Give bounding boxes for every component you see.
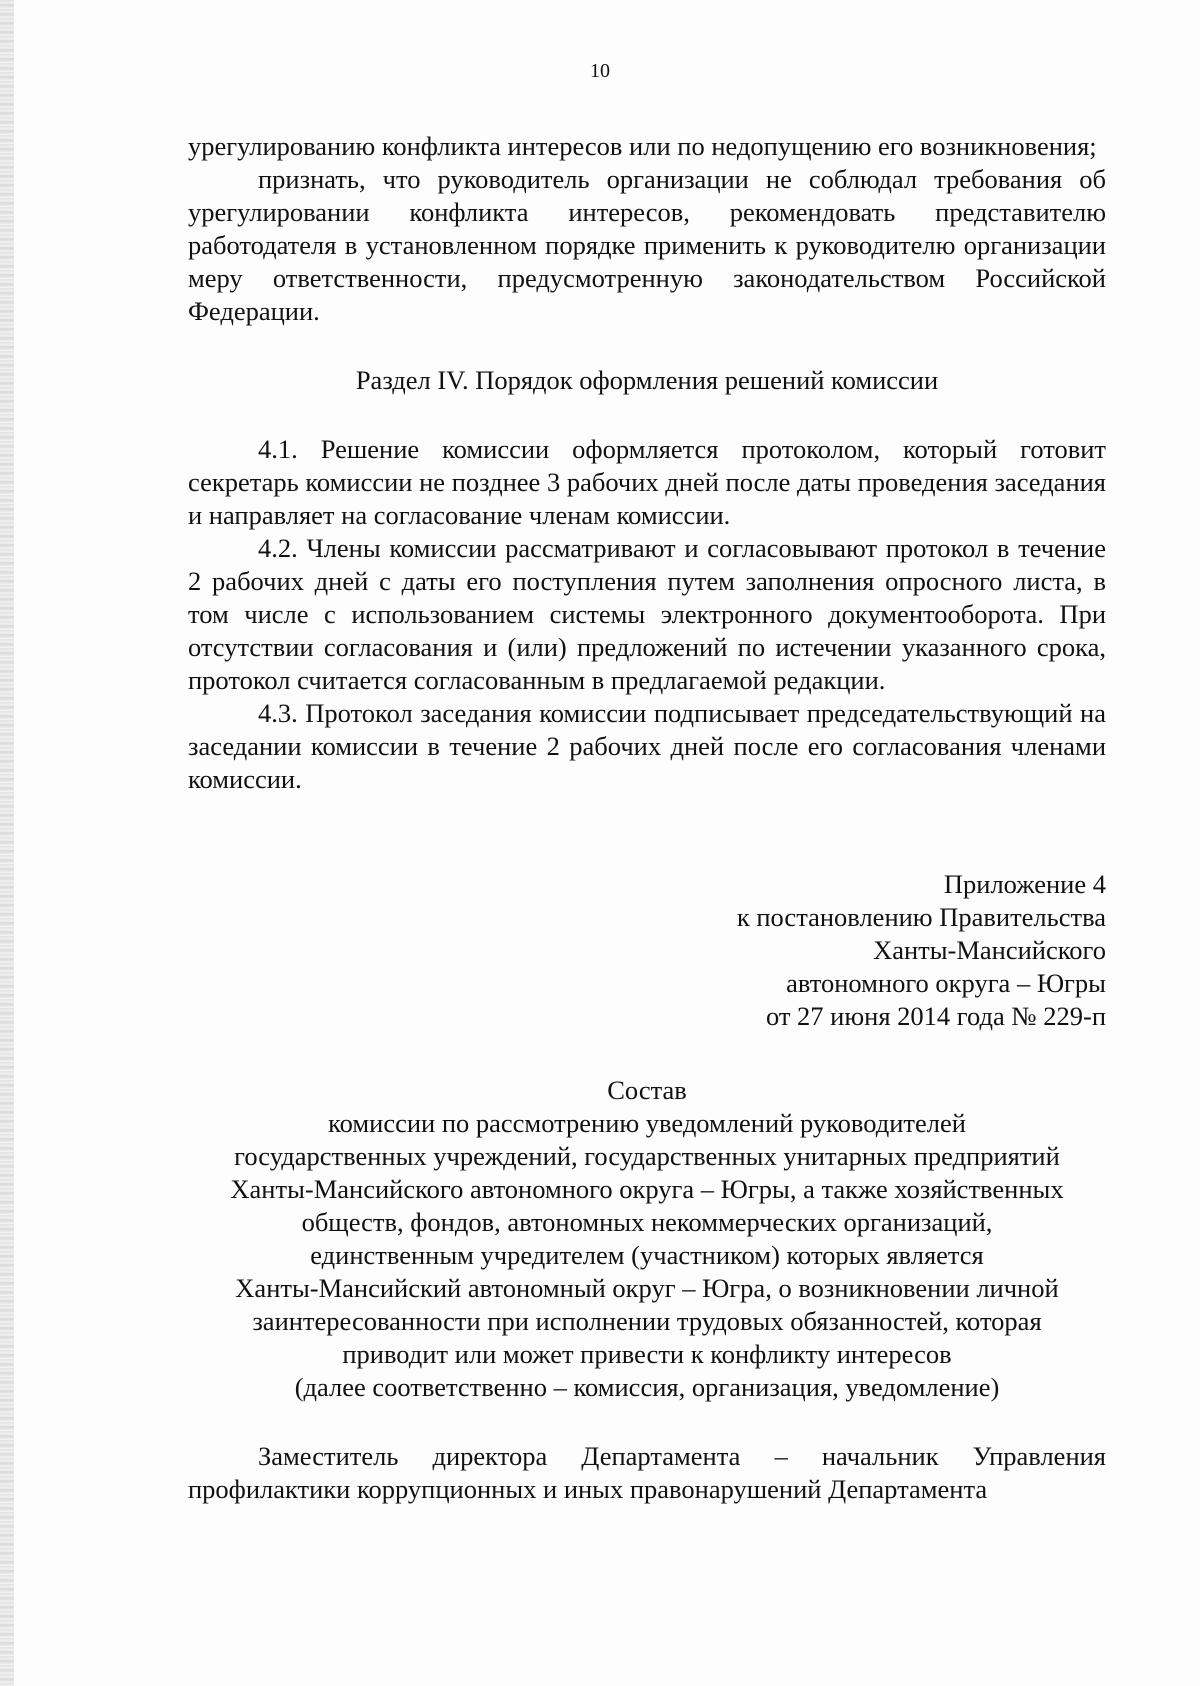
composition-heading bbox=[188, 1074, 1106, 1404]
composition-line: обществ, фондов, автономных некоммерческих организаций, bbox=[301, 1207, 993, 1237]
composition-line: (далее соответственно – комиссия, организация, уведомление) bbox=[294, 1372, 1000, 1402]
section-item-4-1: 4.1. Решение комиссии оформляется протоколом, который готовит секретарь комиссии не позднее 3 рабочих дней после даты проведения заседания и направляет на согласование членам комиссии. bbox=[188, 434, 1106, 530]
appendix-line: автономного округа – Югры bbox=[786, 968, 1106, 998]
appendix-line: Приложение 4 bbox=[943, 869, 1106, 899]
section-item-4-3: 4.3. Протокол заседания комиссии подписывает председательствующий на заседании комиссии в течение 2 рабочих дней после его согласования членами комиссии. bbox=[188, 698, 1106, 794]
section-title: Раздел IV. Порядок оформления решений комиссии bbox=[355, 365, 939, 395]
composition-line: единственным учредителем (участником) которых является bbox=[310, 1240, 984, 1270]
composition-line: заинтересованности при исполнении трудовых обязанностей, которая bbox=[252, 1306, 1042, 1336]
section-item-4-2: 4.2. Члены комиссии рассматривают и согласовывают протокол в течение 2 рабочих дней с даты его поступления путем заполнения опросного листа, в том числе с использованием системы электронного документооборота. При отсутствии согласования и (или) предложений по истечении указанного срока, протокол считается согласованным в предлагаемой редакции. bbox=[188, 533, 1106, 695]
appendix-header bbox=[188, 868, 1106, 1033]
appendix-line: к постановлению Правительства bbox=[736, 902, 1106, 932]
composition-line: приводит или может привести к конфликту интересов bbox=[342, 1339, 952, 1369]
paragraph-continuation: урегулированию конфликта интересов или по недопущению его возникновения; bbox=[188, 131, 1097, 161]
scan-edge-artifact bbox=[0, 0, 14, 1686]
deputy-paragraph: Заместитель директора Департамента – начальник Управления профилактики коррупционных и иных правонарушений Департамента bbox=[188, 1441, 1106, 1504]
paragraph-recommendation: признать, что руководитель организации не соблюдал требования об урегулировании конфликта интересов, рекомендовать представителю работодателя в установленном порядке применить к руководителю организации меру ответственности, предусмотренную законодательством Российской Федерации. bbox=[188, 164, 1106, 326]
appendix-line: от 27 июня 2014 года № 229-п bbox=[765, 1001, 1106, 1031]
composition-line: государственных учреждений, государственных унитарных предприятий bbox=[234, 1141, 1060, 1171]
composition-line: Ханты-Мансийского автономного округа – Югры, а также хозяйственных bbox=[230, 1174, 1064, 1204]
page-number: 10 bbox=[590, 60, 610, 82]
composition-line: Ханты-Мансийский автономный округ – Югра, о возникновении личной bbox=[235, 1273, 1059, 1303]
document-body bbox=[188, 130, 1106, 1506]
appendix-line: Ханты-Мансийского bbox=[873, 935, 1106, 965]
composition-title: Состав bbox=[607, 1075, 687, 1105]
composition-line: комиссии по рассмотрению уведомлений руководителей bbox=[328, 1108, 966, 1138]
